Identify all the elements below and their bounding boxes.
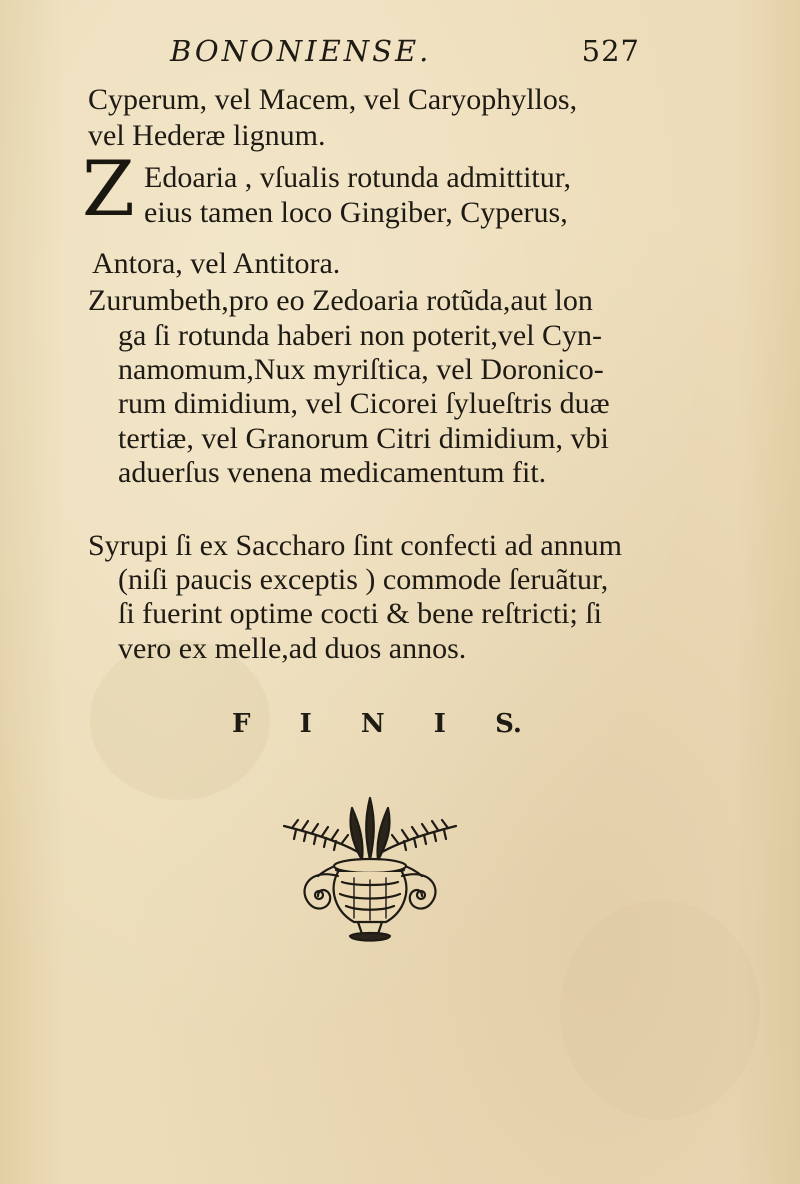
text-line: Zurumbeth,pro eo Zedoaria rotũda,aut lon: [88, 284, 593, 317]
text-line: aduerſus venena medicamentum fit.: [118, 456, 547, 489]
drop-capital: Z: [82, 144, 135, 233]
finis: [232, 709, 522, 739]
finis-letter: N: [360, 709, 385, 739]
text-line: Antora, vel Antitora.: [92, 247, 341, 280]
text-line: rum dimidium, vel Cicorei ſylueſtris duæ: [118, 387, 610, 420]
page-number: 527: [581, 34, 640, 68]
finis-letter: I: [299, 709, 312, 739]
text-line: Syrupi ſi ex Saccharo ſint confecti ad annum: [88, 529, 623, 562]
vase-ornament-icon: [270, 790, 470, 955]
text-line: ga ſi rotunda haberi non poterit,vel Cyn-: [118, 319, 603, 352]
text-line: Cyperum, vel Macem, vel Caryophyllos,: [88, 83, 578, 116]
text-line: namomum,Nux myriſtica, vel Doronico-: [118, 353, 604, 386]
finis-letter: S.: [495, 709, 522, 739]
finis-letter: F: [232, 709, 251, 739]
text-line: vero ex melle,ad duos annos.: [118, 632, 467, 665]
running-head-title: BONONIENSE.: [170, 34, 432, 68]
text-line: Edoaria , vſualis rotunda admittitur,: [144, 161, 572, 194]
text-line: (niſi paucis exceptis ) commode ſeruãtur,: [118, 563, 609, 596]
text-line: eius tamen loco Gingiber, Cyperus,: [144, 196, 568, 229]
text-line: ſi fuerint optime cocti & bene reſtricti; ſi: [118, 597, 603, 630]
finis-letter: I: [433, 709, 446, 739]
text-line: tertiæ, vel Granorum Citri dimidium, vbi: [118, 422, 609, 455]
text-line: vel Hederæ lignum.: [88, 119, 326, 152]
